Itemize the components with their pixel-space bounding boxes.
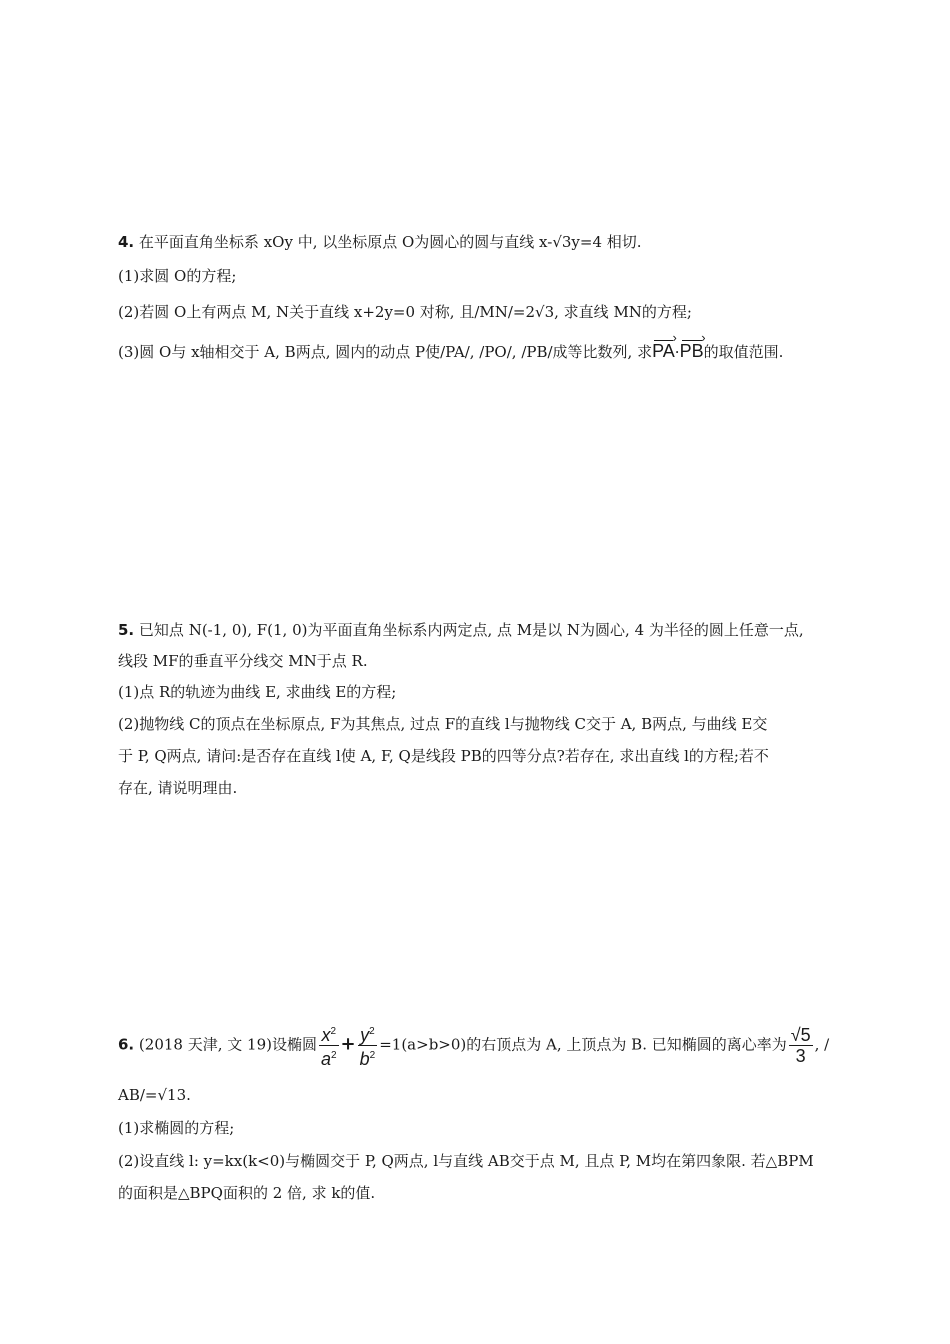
ecc-numerator: √5 [790, 1025, 811, 1045]
problem5-line1 [118, 620, 804, 640]
problem6-part2-line2: 的面积是△BPQ面积的 2 倍, 求 k的值. [118, 1184, 376, 1202]
problem4-stem-text: 在平面直角坐标系 xOy 中, 以坐标原点 O为圆心的圆与直线 x-√3y=4 相切. [138, 233, 642, 251]
problem4-part2: (2)若圆 O上有两点 M, N关于直线 x+2y=0 对称, 且/MN/=2√3, 求直线 MN的方程; [118, 303, 692, 321]
frac2-numerator: y [360, 1025, 370, 1045]
problem6-part1: (1)求椭圆的方程; [118, 1119, 235, 1137]
problem4-part1: (1)求圆 O的方程; [118, 267, 237, 285]
fraction-x2-a2 [319, 1022, 339, 1069]
problem5-line2: 线段 MF的垂直平分线交 MN于点 R. [118, 652, 368, 670]
fraction-eccentricity [789, 1025, 813, 1066]
problem6-line2: AB/=√13. [118, 1086, 191, 1104]
frac1-denominator: a [320, 1049, 331, 1069]
problem5-part2-line3: 存在, 请说明理由. [118, 779, 238, 797]
plus-sign: + [340, 1033, 356, 1055]
problem6-part2-line1: (2)设直线 l: y=kx(k<0)与椭圆交于 P, Q两点, l与直线 AB交于点 M, 且点 P, M均在第四象限. 若△BPM [118, 1152, 814, 1170]
problem4-part3 [118, 337, 783, 362]
frac2-denominator: b [359, 1049, 370, 1069]
problem6-number: 6. [118, 1035, 135, 1054]
problem5-part2-line2: 于 P, Q两点, 请问:是否存在直线 l使 A, F, Q是线段 PB的四等分点?若存在, 求出直线 l的方程;若不 [118, 747, 769, 765]
problem4-number: 4. [118, 233, 135, 251]
frac2-den-exp: 2 [369, 1050, 376, 1061]
problem5-line1-text: 已知点 N(-1, 0), F(1, 0)为平面直角坐标系内两定点, 点 M是以 N为圆心, 4 为半径的圆上任意一点, [138, 621, 804, 639]
ecc-denominator: 3 [795, 1046, 806, 1066]
problem5-number: 5. [118, 621, 135, 639]
problem6-line1 [118, 1022, 829, 1069]
problem4-part3-pre: (3)圆 O与 x轴相交于 A, B两点, 圆内的动点 P使/PA/, /PO/, /PB/成等比数列, 求 [118, 343, 653, 361]
frac1-num-exp: 2 [330, 1026, 337, 1037]
problem6-condition: =1(a>b>0)的右顶点为 A, 上顶点为 B. 已知椭圆的离心率为 [379, 1035, 787, 1054]
frac2-num-exp: 2 [369, 1026, 375, 1037]
problem4-stem [118, 232, 642, 252]
problem5-part1: (1)点 R的轨迹为曲线 E, 求曲线 E的方程; [118, 683, 397, 701]
problem4-part3-post: 的取值范围. [703, 343, 784, 361]
frac1-numerator: x [321, 1025, 331, 1045]
vector-pa: PA › [652, 337, 675, 361]
vector-pb: PB › [680, 337, 704, 361]
frac1-den-exp: 2 [330, 1050, 337, 1061]
problem6-source: (2018 天津, 文 19)设椭圆 [138, 1035, 317, 1054]
problem5-part2-line1: (2)抛物线 C的顶点在坐标原点, F为其焦点, 过点 F的直线 l与抛物线 C交于 A, B两点, 与曲线 E交 [118, 715, 768, 733]
dot-operator: · [674, 343, 680, 361]
fraction-y2-b2 [358, 1022, 378, 1069]
problem6-tail: , / [814, 1035, 830, 1054]
